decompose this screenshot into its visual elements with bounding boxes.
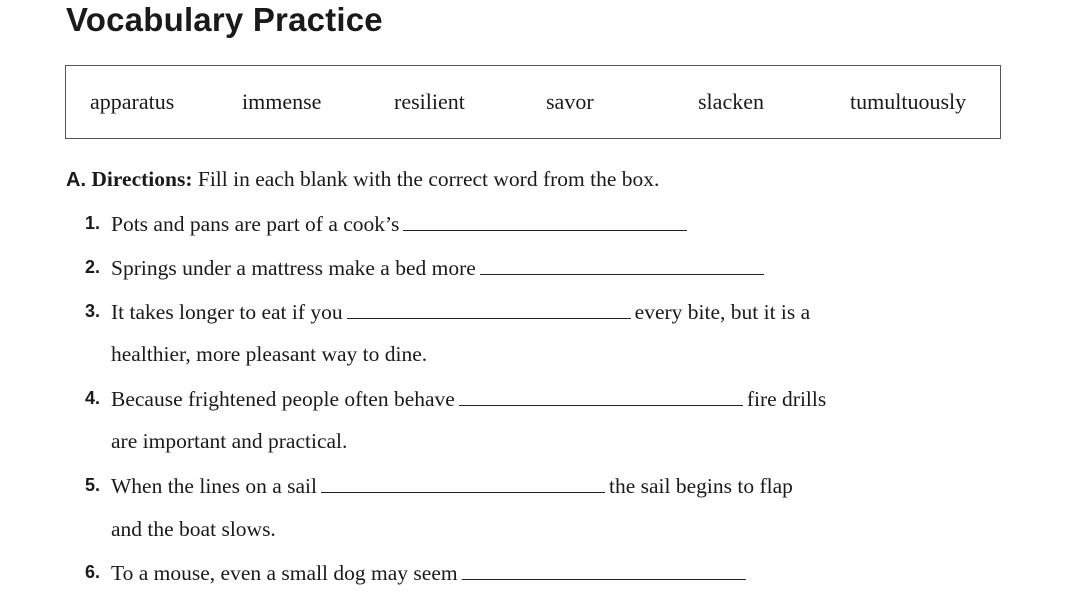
word-bank-word: savor xyxy=(546,89,594,114)
page-title: Vocabulary Practice xyxy=(66,1,383,38)
answer-blank[interactable] xyxy=(347,298,631,319)
question-line xyxy=(111,210,687,237)
item-number: 4. xyxy=(84,388,100,408)
question-text-after: every bite, but it is a xyxy=(634,300,811,324)
answer-blank[interactable] xyxy=(403,210,687,231)
answer-blank[interactable] xyxy=(480,254,764,275)
word-bank-word: apparatus xyxy=(90,89,175,114)
answer-blank[interactable] xyxy=(321,472,605,493)
answer-blank[interactable] xyxy=(462,559,746,580)
question-line xyxy=(111,385,826,412)
item-number: 2. xyxy=(84,257,100,277)
question-line xyxy=(111,472,793,499)
item-number: 6. xyxy=(84,562,100,582)
question-line xyxy=(111,559,746,586)
question-text: Pots and pans are part of a cook’s xyxy=(111,212,400,236)
word-bank-box xyxy=(65,65,1001,139)
item-number: 3. xyxy=(84,301,100,321)
question-continuation: and the boat slows. xyxy=(111,517,276,541)
question-line xyxy=(111,254,764,281)
answer-blank[interactable] xyxy=(459,385,743,406)
word-bank-word: tumultuously xyxy=(850,89,967,114)
question-continuation: are important and practical. xyxy=(111,429,348,453)
question-text: To a mouse, even a small dog may seem xyxy=(111,561,458,585)
question-line xyxy=(111,298,810,325)
section-a-directions xyxy=(66,166,659,193)
item-number: 5. xyxy=(84,475,100,495)
question-text: Springs under a mattress make a bed more xyxy=(111,256,476,280)
item-number: 1. xyxy=(84,213,100,233)
directions-label: Directions: xyxy=(91,167,193,191)
question-text: It takes longer to eat if you xyxy=(111,300,343,324)
word-bank-word: slacken xyxy=(698,89,764,114)
word-bank-word: resilient xyxy=(394,89,465,114)
word-bank-word: immense xyxy=(242,89,322,114)
question-text: When the lines on a sail xyxy=(111,474,317,498)
directions-text: Fill in each blank with the correct word from the box. xyxy=(197,167,660,191)
question-continuation: healthier, more pleasant way to dine. xyxy=(111,342,428,366)
question-text-after: fire drills xyxy=(746,387,827,411)
question-text: Because frightened people often behave xyxy=(111,387,455,411)
question-text-after: the sail begins to flap xyxy=(608,474,793,498)
section-letter: A. xyxy=(66,169,86,191)
